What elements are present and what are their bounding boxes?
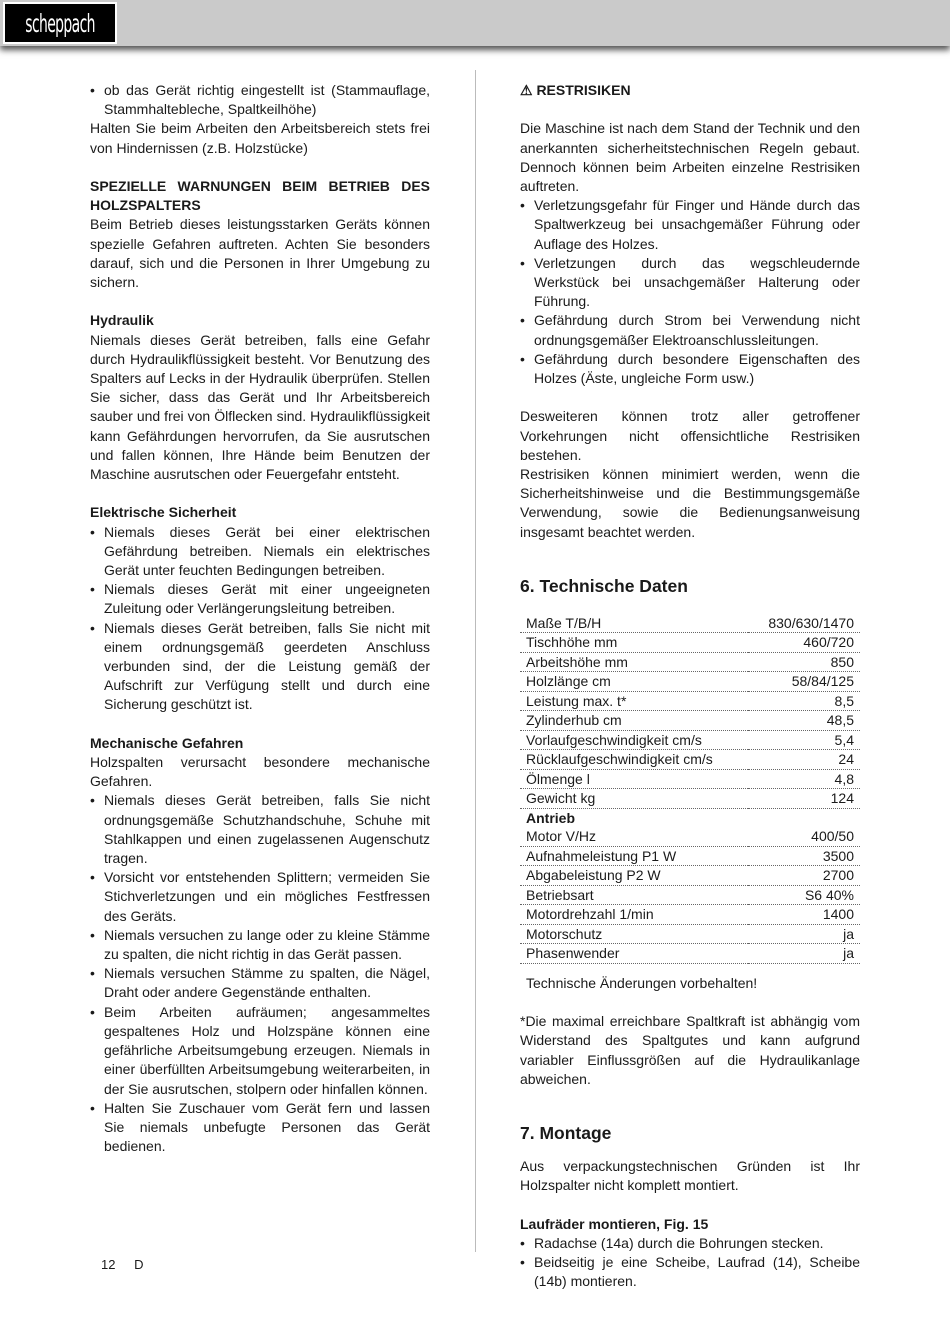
paragraph: Desweiteren können trotz aller getroffener Vorkehrungen nicht offensichtliche Restrisiken bestehen. [520, 408, 860, 463]
left-column [90, 81, 430, 1156]
table-row [520, 789, 860, 809]
spec-label: Holzlänge cm [520, 672, 748, 692]
residual-risks-section [520, 81, 860, 542]
spec-label: Maße T/B/H [520, 614, 748, 633]
list-item: • Halten Sie Zuschauer vom Gerät fern und lassen Sie niemals unbefugte Personen das Gerät bedienen. [90, 1099, 430, 1157]
table-row [520, 905, 860, 925]
list-item: • Verletzungsgefahr für Finger und Hände durch das Spaltwerkzeug bei unsachgemäßer Führung oder Auflage des Holzes. [520, 196, 860, 254]
column-divider [475, 70, 476, 1252]
spec-label: Tischhöhe mm [520, 633, 748, 653]
spec-label: Vorlaufgeschwindigkeit cm/s [520, 730, 748, 750]
list-item: • Niemals versuchen zu lange oder zu kleine Stämme zu spalten, die nicht richtig in das Gerät passen. [90, 926, 430, 964]
technical-data-table [520, 614, 860, 964]
spec-label: Arbeitshöhe mm [520, 652, 748, 672]
spec-label: Abgabeleistung P2 W [520, 866, 748, 886]
spec-label: Leistung max. t* [520, 691, 748, 711]
list-item: • Vorsicht vor entstehenden Splittern; vermeiden Sie Stichverletzungen und ein mögliches Festfressen des Geräts. [90, 868, 430, 926]
list-item: • Beim Arbeiten aufräumen; angesammeltes gespaltenes Holz und Holzspäne können eine gefährliche Arbeitsumgebung erzeugen. Niemals in einer überfüllten Arbeitsumgebung weiterarbeiten, in der Sie ausrutschen, stolpern oder hinfallen können. [90, 1003, 430, 1099]
table-row [520, 944, 860, 964]
table-row [520, 866, 860, 886]
spec-value: 24 [748, 750, 860, 770]
page-footer [101, 1257, 158, 1272]
wheels-subheading: Laufräder montieren, Fig. 15 [520, 1215, 709, 1232]
table-row [520, 711, 860, 731]
spec-value: S6 40% [748, 885, 860, 905]
table-row [520, 633, 860, 653]
spec-value: 850 [748, 652, 860, 672]
section-heading: Hydraulik [90, 312, 154, 329]
spec-value: 3500 [748, 846, 860, 866]
spacer [520, 100, 860, 119]
montage-steps [520, 1234, 860, 1292]
paragraph: Restrisiken können minimiert werden, wenn die Sicherheitshinweise und die Bestimmungsgemäße Verwendung, sowie die Bedienungsanweisung insgesamt beachtet werden. [520, 466, 860, 540]
spec-value: 5,4 [748, 730, 860, 750]
montage-heading: 7. Montage [520, 1123, 612, 1144]
table-row [520, 750, 860, 770]
spec-value [748, 808, 860, 827]
table-row [520, 885, 860, 905]
spacer [90, 158, 430, 177]
bullet-list [90, 81, 430, 119]
spec-value: 58/84/125 [748, 672, 860, 692]
spec-label: Motorschutz [520, 924, 748, 944]
list-item: • Gefährdung durch Strom bei Verwendung nicht ordnungsgemäßer Elektroanschlussleitungen. [520, 311, 860, 349]
list-item: • Beidseitig je eine Scheibe, Laufrad (14), Scheibe (14b) montieren. [520, 1253, 860, 1291]
montage-intro: Aus verpackungstechnischen Gründen ist Ihr Holzspalter nicht komplett montiert. [520, 1158, 860, 1194]
bullet-list [520, 196, 860, 388]
list-item: • Gefährdung durch besondere Eigenschaften des Holzes (Äste, ungleiche Form usw.) [520, 350, 860, 388]
spec-value: 400/50 [748, 827, 860, 846]
page-number: 12 [101, 1257, 116, 1272]
scheppach-logo: scheppach [3, 2, 117, 44]
spacer [90, 484, 430, 503]
spec-label: Zylinderhub cm [520, 711, 748, 731]
section-heading: ⚠ RESTRISIKEN [520, 82, 631, 98]
page-header [0, 0, 950, 46]
spec-label: Betriebsart [520, 885, 748, 905]
paragraph: Holzspalten verursacht besondere mechanische Gefahren. [90, 754, 430, 790]
spec-label: Antrieb [526, 809, 575, 826]
bullet-list [90, 523, 430, 715]
technical-note: Technische Änderungen vorbehalten! [526, 974, 758, 991]
footnote: *Die maximal erreichbare Spaltkraft ist abhängig vom Widerstand des Spaltgutes und kann aufgrund variabler Einflussgrößen auf die Hydraulikanlage abweichen. [520, 1013, 860, 1087]
spec-label: Motordrehzahl 1/min [520, 905, 748, 925]
spec-label: Gewicht kg [520, 789, 748, 809]
table-row [520, 691, 860, 711]
section-heading: Mechanische Gefahren [90, 734, 244, 751]
list-item: • Niemals versuchen Stämme zu spalten, die Nägel, Draht oder andere Gegenstände enthalten. [90, 964, 430, 1002]
spec-label: Aufnahmeleistung P1 W [520, 846, 748, 866]
list-item: • Radachse (14a) durch die Bohrungen stecken. [520, 1234, 860, 1253]
spec-value: 4,8 [748, 769, 860, 789]
list-item: • Niemals dieses Gerät mit einer ungeeigneten Zuleitung oder Verlängerungsleitung betreiben. [90, 580, 430, 618]
list-item: • ob das Gerät richtig eingestellt ist (Stammauflage, Stammhaltebleche, Spaltkeilhöhe) [90, 81, 430, 119]
section-heading: Elektrische Sicherheit [90, 504, 237, 521]
table-row [520, 827, 860, 846]
table-row [520, 652, 860, 672]
spec-value: ja [748, 944, 860, 964]
spacer [90, 715, 430, 734]
table-row [520, 808, 860, 827]
spec-label: Ölmenge l [520, 769, 748, 789]
spacer [520, 388, 860, 407]
section-heading: SPEZIELLE WARNUNGEN BEIM BETRIEB DES HOLZSPALTERS [90, 178, 430, 214]
spec-value: 2700 [748, 866, 860, 886]
spec-value: 48,5 [748, 711, 860, 731]
spec-value: 124 [748, 789, 860, 809]
list-item: • Verletzungen durch das wegschleudernde Werkstück bei unsachgemäßer Halterung oder Führung. [520, 254, 860, 312]
technical-data-heading: 6. Technische Daten [520, 575, 688, 596]
table-row [520, 769, 860, 789]
table-row [520, 730, 860, 750]
spec-value: 830/630/1470 [748, 614, 860, 633]
spec-value: 8,5 [748, 691, 860, 711]
table-row [520, 614, 860, 633]
list-item: • Niemals dieses Gerät betreiben, falls Sie nicht mit einem ordnungsgemäß geerdeten Anschluss verbunden sind, der die Leistung gemäß der Aufschrift zur Verfügung stellt und durch eine Sicherung geschützt ist. [90, 619, 430, 715]
table-row [520, 672, 860, 692]
list-item: • Niemals dieses Gerät betreiben, falls Sie nicht ordnungsgemäße Schutzhandschuhe, Schuhe mit Stahlkappen und einen zugelassenen Augenschutz tragen. [90, 791, 430, 868]
language-code: D [134, 1257, 144, 1272]
spec-label: Motor V/Hz [520, 827, 748, 846]
paragraph: Beim Betrieb dieses leistungsstarken Geräts können spezielle Gefahren auftreten. Achten Sie besonders darauf, sich und die Personen in Ihrer Umgebung zu sichern. [90, 216, 430, 291]
spec-value: 1400 [748, 905, 860, 925]
right-column [520, 81, 860, 1291]
list-item: • Niemals dieses Gerät bei einer elektrischen Gefährdung betreiben. Niemals ein elektrisches Gerät unter feuchten Bedingungen betreiben. [90, 523, 430, 581]
table-row [520, 846, 860, 866]
paragraph: Die Maschine ist nach dem Stand der Technik und den anerkannten sicherheitstechnischen Regeln gebaut. Dennoch können beim Arbeiten einzelne Restrisiken auftreten. [520, 120, 860, 194]
spec-value: ja [748, 924, 860, 944]
spec-label: Rücklaufgeschwindigkeit cm/s [520, 750, 748, 770]
table-row [520, 924, 860, 944]
paragraph: Halten Sie beim Arbeiten den Arbeitsbereich stets frei von Hindernissen (z.B. Holzstücke) [90, 120, 430, 156]
paragraph: Niemals dieses Gerät betreiben, falls eine Gefahr durch Hydraulikflüssigkeit besteht. Vor Benutzung des Spalters auf Lecks in der Hydraulik überprüfen. Stellen Sie sicher, dass das Gerät und Ihr Arbeitsbereich sauber und frei von Ölflecken sind. Hydraulikflüssigkeit kann Gefährdungen hervorrufen, da Sie ausrutschen und fallen können, Ihre Hände beim Benutzen der Maschine ausrutschen oder Feuergefahr entsteht. [90, 331, 430, 483]
spec-value: 460/720 [748, 633, 860, 653]
spacer [90, 292, 430, 311]
spec-label: Phasenwender [520, 944, 748, 964]
bullet-list [90, 791, 430, 1156]
